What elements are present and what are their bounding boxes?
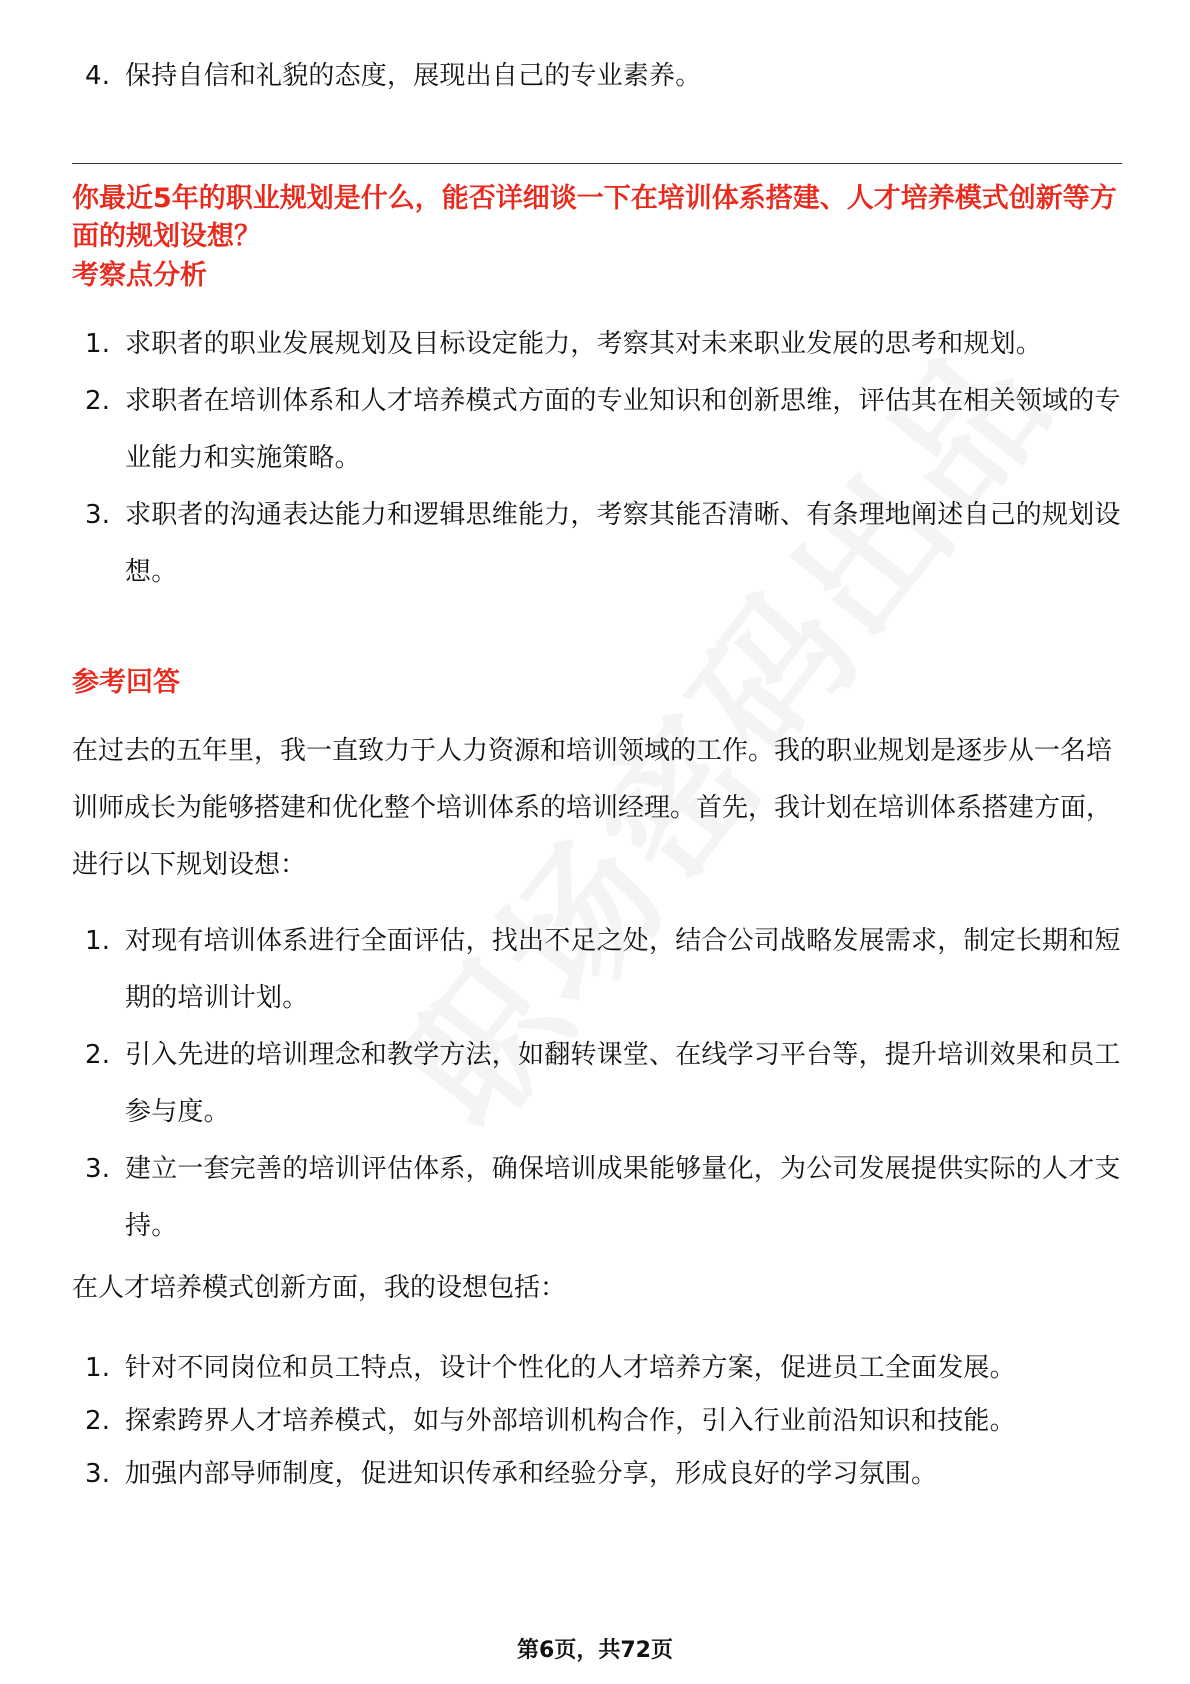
- list-number: 3.: [85, 500, 111, 530]
- list-item: [0, 373, 1125, 487]
- section-divider: [72, 163, 1122, 164]
- list-number: 1.: [85, 329, 111, 359]
- answer-heading: 参考回答: [72, 667, 180, 698]
- list-item: [0, 1395, 1125, 1448]
- talent-intro-paragraph: 在人才培养模式创新方面，我的设想包括：: [72, 1273, 567, 1303]
- list-number: 1.: [85, 926, 111, 956]
- question-title: 你最近5年的职业规划是什么，能否详细谈一下在培训体系搭建、人才培养模式创新等方面的规划设想？: [72, 183, 1117, 252]
- list-number: 3.: [85, 1459, 111, 1489]
- list-item: [0, 1027, 1125, 1141]
- list-item: [0, 487, 1125, 601]
- analysis-heading: 考察点分析: [72, 260, 207, 291]
- list-number: 2.: [85, 1040, 111, 1070]
- list-item: [0, 1141, 1125, 1255]
- analysis-list: [0, 316, 1125, 601]
- list-item: [0, 48, 1125, 105]
- list-text: 保持自信和礼貌的态度，展现出自己的专业素养。: [125, 61, 702, 91]
- list-item: [0, 1342, 1125, 1395]
- list-text: 对现有培训体系进行全面评估，找出不足之处，结合公司战略发展需求，制定长期和短期的培训计划。: [125, 926, 1121, 1013]
- continued-list: [0, 48, 1125, 105]
- page-number-footer: 第6页，共72页: [517, 1638, 673, 1663]
- list-text: 探索跨界人才培养模式，如与外部培训机构合作，引入行业前沿知识和技能。: [125, 1406, 1016, 1436]
- list-text: 求职者的沟通表达能力和逻辑思维能力，考察其能否清晰、有条理地阐述自己的规划设想。: [125, 500, 1121, 587]
- training-plan-list: [0, 913, 1125, 1255]
- list-number: 1.: [85, 1353, 111, 1383]
- list-item: [0, 913, 1125, 1027]
- list-item: [0, 1448, 1125, 1501]
- list-text: 求职者的职业发展规划及目标设定能力，考察其对未来职业发展的思考和规划。: [125, 329, 1043, 359]
- answer-intro-paragraph: 在过去的五年里，我一直致力于人力资源和培训领域的工作。我的职业规划是逐步从一名培训师成长为能够搭建和优化整个培训体系的培训经理。首先，我计划在培训体系搭建方面，进行以下规划设想：: [72, 736, 1113, 880]
- talent-plan-list: [0, 1342, 1125, 1501]
- list-text: 引入先进的培训理念和教学方法，如翻转课堂、在线学习平台等，提升培训效果和员工参与度。: [125, 1040, 1121, 1127]
- list-text: 针对不同岗位和员工特点，设计个性化的人才培养方案，促进员工全面发展。: [125, 1353, 1016, 1383]
- list-number: 4.: [85, 61, 111, 91]
- list-text: 加强内部导师制度，促进知识传承和经验分享，形成良好的学习氛围。: [125, 1459, 938, 1489]
- list-item: [0, 316, 1125, 373]
- list-text: 求职者在培训体系和人才培养模式方面的专业知识和创新思维，评估其在相关领域的专业能力和实施策略。: [125, 386, 1121, 473]
- list-text: 建立一套完善的培训评估体系，确保培训成果能够量化，为公司发展提供实际的人才支持。: [125, 1154, 1121, 1241]
- list-number: 2.: [85, 1406, 111, 1436]
- list-number: 2.: [85, 386, 111, 416]
- list-number: 3.: [85, 1154, 111, 1184]
